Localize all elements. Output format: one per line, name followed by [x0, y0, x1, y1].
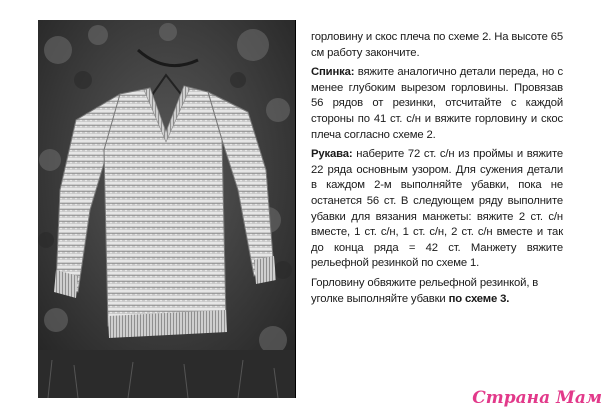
- sweater-photo-icon: [38, 20, 295, 398]
- sleeves-body: наберите 72 ст. с/н из проймы и вяжите 22 ряда основным узором. Для сужения детали в каждом 2-м выполняйте убавки, пока не останется 56 ст. В следующем ряду выполните убавки для вязания манжеты: вяжите 2 ст. с/н вместе, 1 ст. с/н, 1 ст. с/н, 2 ст. с/н вместе и так до конца ряда = 42 ст. Манжету вяжите рельефной резинкой по схеме 1.: [311, 148, 563, 270]
- column-divider: [295, 20, 296, 398]
- neckline-body: Горловину обвяжите рельефной резинкой, в уголке выполняйте убавки: [311, 276, 539, 305]
- sleeves-heading: Рукава:: [311, 148, 353, 161]
- paragraph-neckline: [311, 276, 563, 307]
- paragraph-front-finish-text: горловину и скос плеча по схеме 2. На высоте 65 см работу закончите.: [311, 31, 563, 59]
- back-heading: Спинка:: [311, 66, 355, 79]
- neckline-scheme-ref: по схеме 3.: [448, 292, 510, 305]
- instructions-column: [311, 30, 563, 311]
- paragraph-back: [311, 65, 563, 143]
- site-watermark: Страна Мам: [472, 388, 602, 408]
- paragraph-sleeves: [311, 147, 563, 272]
- back-body: вяжите аналогично детали переда, но с менее глубоким вырезом горловины. Провязав 56 рядов от резинки, отсчитайте с каждой стороны по 41 ст. с/н и вяжите горловину и скос плеча согласно схеме 2.: [311, 66, 563, 141]
- paragraph-front-finish: [311, 30, 563, 61]
- sweater-photo: [38, 20, 295, 398]
